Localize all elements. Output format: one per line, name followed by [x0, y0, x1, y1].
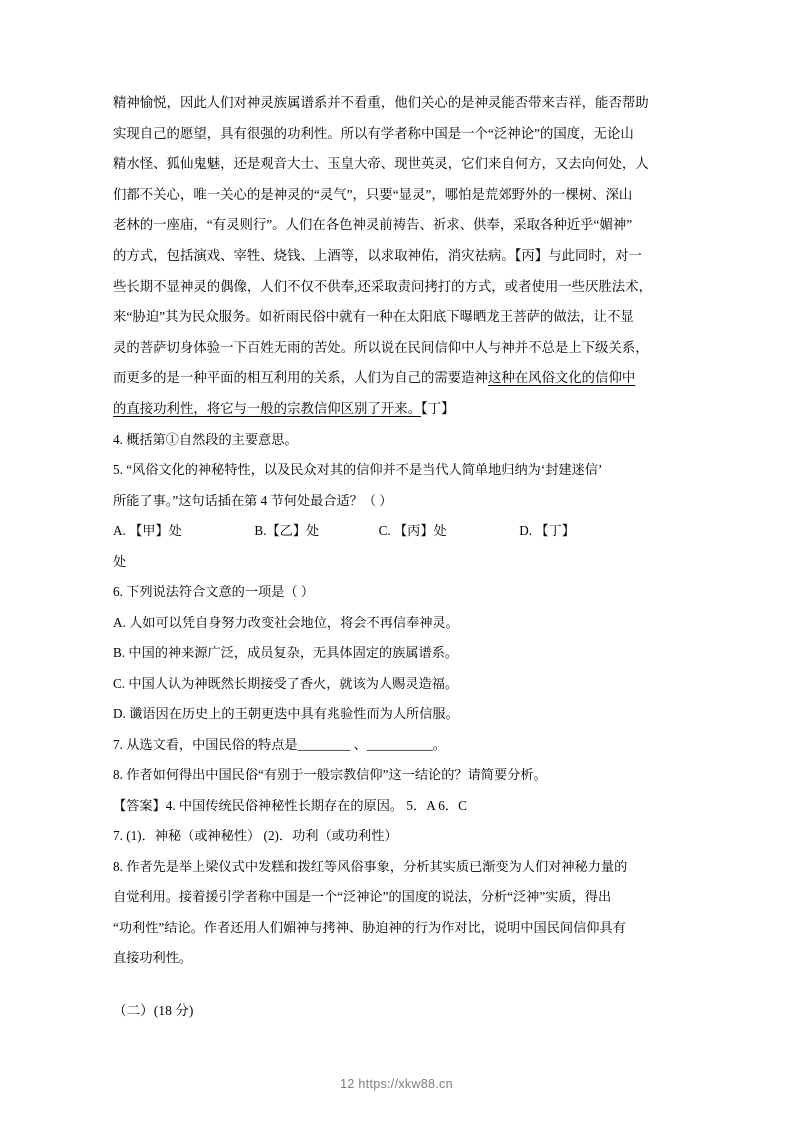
paragraph-line-with-underline: [113, 363, 683, 394]
question-5-line2: 所能了事。”这句话插在第 4 节何处最合适？（ ）: [113, 492, 393, 508]
paragraph-line: 来“胁迫”其为民众服务。如祈雨民俗中就有一种在太阳底下曝晒龙王菩萨的做法，让不显: [113, 309, 634, 325]
answers-header: 【答案】4. 中国传统民俗神秘性长期存在的原因。 5．A 6．C: [113, 797, 467, 813]
paragraph-line-underlined: [113, 394, 683, 425]
question-8: 8. 作者如何得出中国民俗“有别于一般宗教信仰”这一结论的？请简要分析。: [113, 767, 547, 783]
footer-url: https://xkw88.cn: [358, 1077, 453, 1091]
page-footer: [0, 1077, 793, 1091]
answer-8-line1: 8. 作者先是举上梁仪式中发糕和拨红等风俗事象，分析其实质已渐变为人们对神秘力量的: [113, 858, 628, 874]
section-title: （二）(18 分): [113, 1002, 194, 1018]
answer-8-line2: 自觉利用。接着援引学者称中国是一个“泛神论”的国度的说法，分析“泛神”实质，得出: [113, 889, 612, 905]
answer-8-line3: “功利性”结论。作者还用人们媚神与拷神、胁迫神的行为作对比，说明中国民间信仰具有: [113, 919, 626, 935]
question-6-option-a: A. 人如可以凭自身努力改变社会地位，将会不再信奉神灵。: [113, 614, 459, 630]
question-6-stem: 6. 下列说法符合文意的一项是（ ）: [113, 584, 315, 600]
paragraph-line: 精水怪、狐仙鬼魅，还是观音大士、玉皇大帝、现世英灵，它们来自何方，又去向何处，人: [113, 156, 649, 172]
paragraph-text: 而更多的是一种平面的相互利用的关系，人们为自己的需要造神: [113, 370, 488, 386]
underlined-text: 的直接功利性，将它与一般的宗教信仰区别了开来。: [113, 400, 421, 416]
paragraph-line: 的方式，包括演戏、宰牲、烧钱、上酒等，以求取神佑，消灾祛病。【丙】与此同时，对一: [113, 247, 642, 263]
answer-7: 7. (1)．神秘（或神秘性） (2)．功利（或功利性）: [113, 828, 398, 844]
question-5-options-wrap: 处: [113, 553, 127, 569]
answer-8-line4: 直接功利性。: [113, 950, 193, 966]
paragraph-line: 们都不关心，唯一关心的是神灵的“灵气”，只要“显灵”，哪怕是荒郊野外的一棵树、深山: [113, 186, 633, 202]
paragraph-line: 实现自己的愿望，具有很强的功利性。所以有学者称中国是一个“泛神论”的国度，无论山: [113, 125, 634, 141]
question-4: 4. 概括第①自然段的主要意思。: [113, 431, 298, 447]
page-number: 12: [340, 1077, 355, 1091]
underlined-text: 这种在风俗文化的信仰中: [487, 370, 636, 386]
question-7: 7. 从选文看，中国民俗的特点是________ 、__________。: [113, 736, 446, 752]
paragraph-line: 些长期不显神灵的偶像，人们不仅不供奉,还采取责问拷打的方式，或者使用一些厌胜法术，: [113, 278, 652, 294]
question-5-options: A. 【甲】处 B.【乙】处 C. 【丙】处 D. 【丁】: [113, 523, 575, 539]
paragraph-line: 精神愉悦，因此人们对神灵族属谱系并不看重，他们关心的是神灵能否带来吉祥，能否帮助: [113, 95, 649, 110]
question-6-option-c: C. 中国人认为神既然长期接受了香火，就该为人赐灵造福。: [113, 675, 459, 691]
document-body: [113, 88, 683, 1026]
question-6-option-b: B. 中国的神来源广泛，成员复杂，无具体固定的族属谱系。: [113, 645, 459, 661]
marker-ding: 【丁】: [420, 400, 455, 416]
question-5-line1: 5. “风俗文化的神秘特性，以及民众对其的信仰并不是当代人简单地归纳为‘封建迷信’: [113, 462, 603, 478]
paragraph-line: 灵的菩萨切身体验一下百姓无雨的苦处。所以说在民间信仰中人与神并不总是上下级关系，: [113, 339, 649, 355]
question-6-option-d: D. 谶语因在历史上的王朝更迭中具有兆验性而为人所信服。: [113, 706, 459, 722]
paragraph-line: 老林的一座庙，“有灵则行”。人们在各色神灵前祷告、祈求、供奉，采取各种近乎“媚神”: [113, 217, 633, 233]
